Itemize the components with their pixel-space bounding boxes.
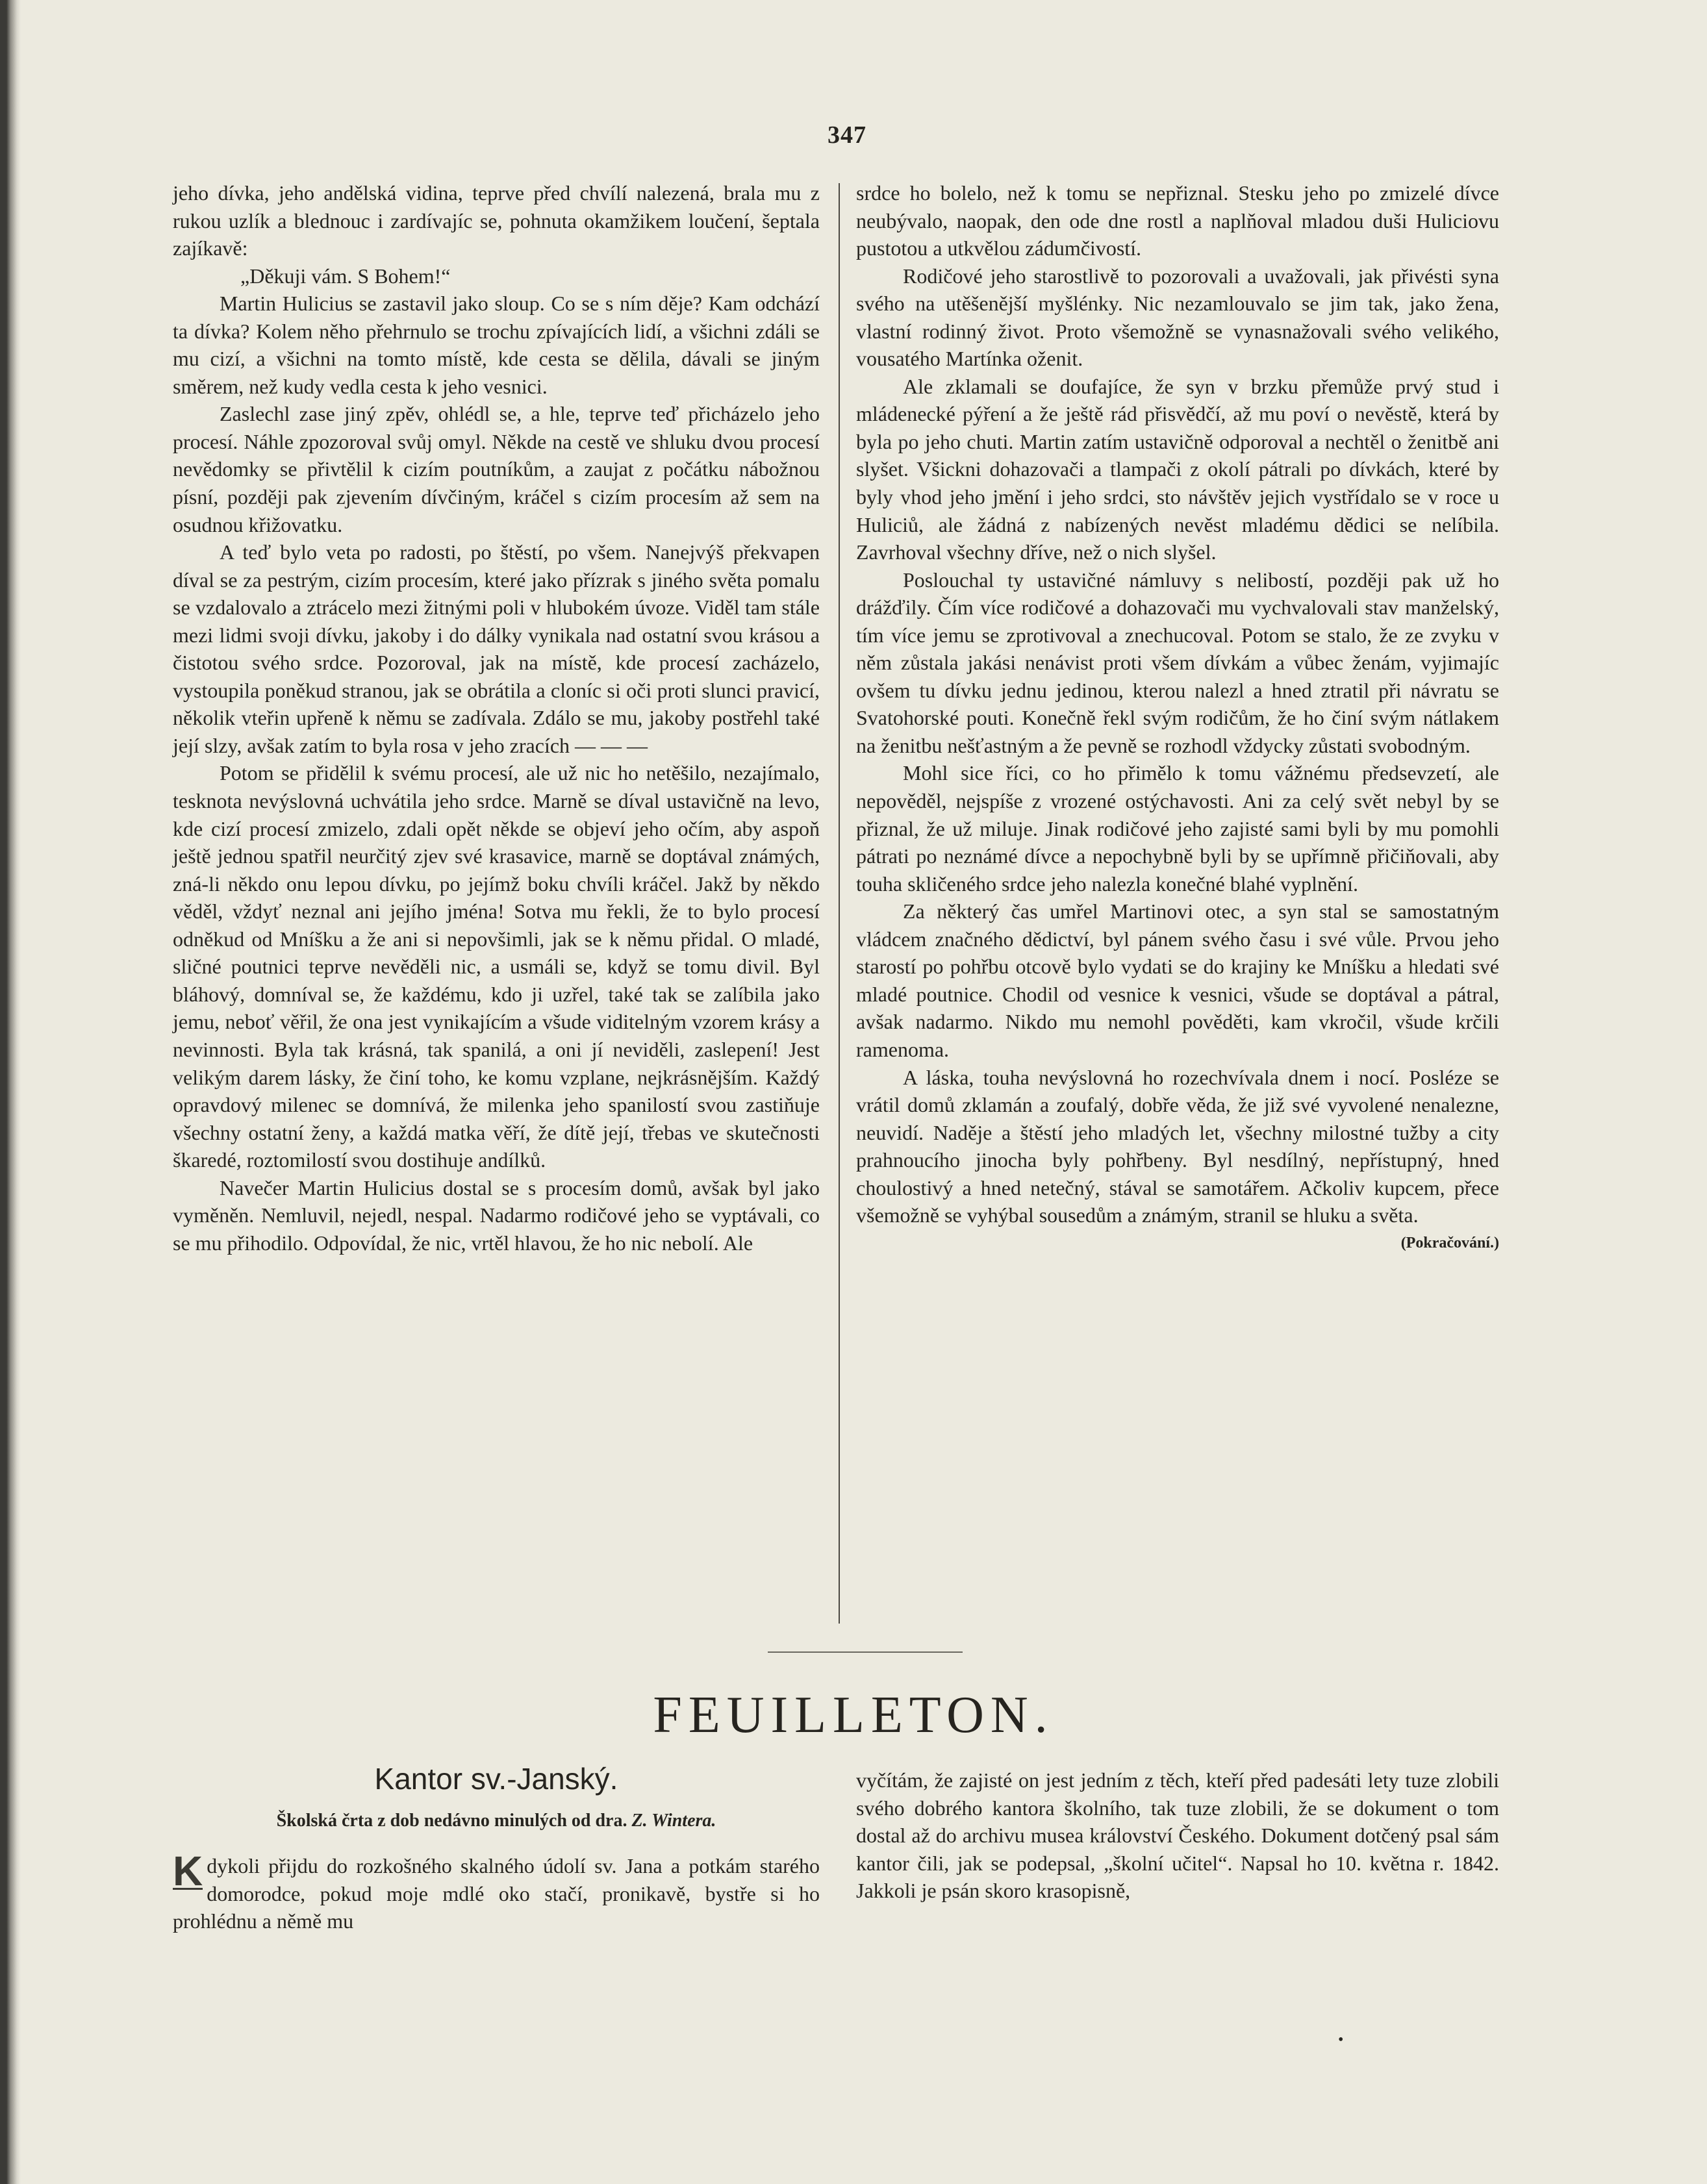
story-paragraph: jeho dívka, jeho andělská vidina, teprve před chvílí nalezená, brala mu z rukou uzlík a blednouc i zardívajíc se, pohnuta okamžikem loučení, šeptala zajíkavě: — [173, 181, 820, 260]
feuilleton-text: dykoli přijdu do rozkošného skalného údolí sv. Jana a potkám starého domorodce, pokud moje mdlé oko stačí, pronikavě, bystře si ho prohlédnu a němě mu — [173, 1854, 820, 1933]
story-column-left — [173, 179, 820, 1257]
story-column-right — [856, 179, 1499, 1254]
article-subtitle-text: Školská črta z dob nedávno minulých od dra. — [276, 1811, 627, 1831]
story-paragraph: Navečer Martin Hulicius dostal se s procesím domů, avšak byl jako vyměněn. Nemluvil, nejedl, nespal. Nadarmo rodičové jeho se vyptávali, co se mu přihodilo. Odpovídal, že nic, vrtěl hlavou, že ho nic nebolí. Ale — [173, 1175, 820, 1255]
feuilleton-column-left — [173, 1848, 820, 1935]
story-paragraph: Potom se přidělil k svému procesí, ale už nic ho netěšilo, nezajímalo, tesknota nevýslovná uchvátila jeho srdce. Marně se díval ustavičně na levo, kde cizí procesí zmizelo, zdali opět někde se objeví jeho očím, aby aspoň ještě jednou spatřil neurčitý zjev své krasavice, marně se doptával známých, zná-li někdo onu lepou dívku, po jejímž boku chvíli kráčel. Jakž by někdo věděl, vždyť neznal ani jejího jména! Sotva mu řekli, že to bylo procesí odněkud od Mníšku a že ani si nepovšimli, jak se k němu přidal. O mladé, sličné poutnici teprve nevěděli nic, a usmáli se, když se tomu divil. Byl bláhový, domníval se, že každému, kdo ji uzřel, také tak se zalíbila jako jemu, neboť věřil, že ona jest vynikajícím a všude viditelným vzorem krásy a nevinnosti. Byla tak krásná, tak spanilá, a oni jí neviděli, zaslepení! Jest velikým darem lásky, že činí toho, ke komu vzplane, nejkrásnějším. Každý opravdový milenec se domnívá, že milenka jeho spanilostí svou zastiňuje všechny ostatní ženy, a každá matka věří, že dítě její, třebas ve skutečnosti škaredé, roztomilostí svou dostihuje andílků. — [173, 761, 820, 1172]
story-paragraph: Poslouchal ty ustavičné námluvy s nelibostí, později pak už ho drážďily. Čím více rodičové a dohazovači mu vychvalovali stav manželský, tím více jemu se zprotivoval a znechucoval. Potom se stalo, že ze zvyku v něm zůstala jakási nenávist proti všem dívkám a vůbec ženám, vyjimajíc ovšem tu dívku jednu jedinou, kterou nalezl a hned ztratil při návratu se Svatohorské pouti. Konečně řekl svým rodičům, že ho činí svým nátlakem na ženitbu nešťastným a že pevně se rozhodl vždycky zůstati svobodným. — [856, 568, 1499, 757]
article-title: Kantor sv.-Janský. — [374, 1762, 618, 1796]
feuilleton-column-right — [856, 1766, 1499, 1905]
page-number: 347 — [828, 121, 866, 149]
printer-mark: • — [1338, 2031, 1344, 2048]
story-quote: „Děkuji vám. S Bohem!“ — [240, 264, 451, 288]
story-paragraph: Rodičové jeho starostlivě to pozorovali a uvažovali, jak přivésti syna svého na utěšenější myšlénky. Nic nezamlouvalo se jim tak, jako žena, vlastní rodinný život. Proto všemožně se vynasnažovali svého velikého, vousatého Martínka oženit. — [856, 264, 1499, 371]
story-paragraph: Ale zklamali se doufajíce, že syn v brzku přemůže prvý stud i mládenecké pýření a že ještě rád přisvědčí, až mu poví o nevěstě, která by byla po jeho chuti. Martin zatím ustavičně odporoval a nechtěl o ženitbě ani slyšet. Všickni dohazovači a tlampači z okolí pátrali po dívkách, které by byly vhod jeho jmění i jeho srdci, sto návštěv jejich vystřídalo se v roce u Huliciů, ale žádná z nabízených nevěst mladému dědici se nelíbila. Zavrhoval všechny dříve, než o nich slyšel. — [856, 374, 1499, 564]
story-paragraph: Zaslechl zase jiný zpěv, ohlédl se, a hle, teprve teď přicházelo jeho procesí. Náhle zpozoroval svůj omyl. Někde na cestě ve shluku dvou procesí nevědomky se přivtělil k cizím poutníkům, a zaujat z počátku nábožnou písní, později pak zjevením dívčiným, kráčel s cizím procesím až sem na osudnou křižovatku. — [173, 402, 820, 536]
story-paragraph: A teď bylo veta po radosti, po štěstí, po všem. Nanejvýš překvapen díval se za pestrým, cizím procesím, které jako přízrak s jiného světa pomalu se vzdalovalo a ztrácelo mezi žitnými poli v hlubokém úvoze. Viděl tam stále mezi lidmi svoji dívku, jakoby i do dálky vynikala nad ostatní svou krásou a čistotou svého srdce. Pozoroval, jak na místě, kde procesí zacházelo, vystoupila poněkud stranou, jak se obrátila a cloníc si oči proti slunci pravicí, několik vteřin upřeně k němu se zadívala. Zdálo se mu, jakoby postřehl také její slzy, avšak zatím to byla rosa v jeho zracích — — — — [173, 540, 820, 757]
feuilleton-paragraph — [173, 1848, 820, 1935]
article-author: Z. Wintera. — [631, 1811, 716, 1831]
column-divider — [839, 183, 840, 1624]
page-binding-edge — [0, 0, 21, 2184]
article-subtitle — [173, 1811, 820, 1831]
story-paragraph: Martin Hulicius se zastavil jako sloup. Co se s ním děje? Kam odchází ta dívka? Kolem něho přehrnulo se trochu zpívajících lidí, a všichni zdáli se mu cizí, a všichni na tomto místě, kde cesta se dělila, dávali se jiným směrem, než kudy vedla cesta k jeho vesnici. — [173, 292, 820, 398]
continued-note: (Pokračování.) — [1400, 1234, 1499, 1251]
story-paragraph: srdce ho bolelo, než k tomu se nepřiznal. Stesku jeho po zmizelé dívce neubývalo, naopak, den ode dne rostl a naplňoval mladou duši Huliciovu pustotou a utkvělou zádumčivostí. — [856, 181, 1499, 260]
story-paragraph: Za některý čas umřel Martinovi otec, a syn stal se samostatným vládcem značného dědictví, byl pánem svého času i své vůle. Prvou jeho starostí po pohřbu otcově bylo vydati se do krajiny ke Mníšku a hledati své mladé poutnice. Chodil od vesnice k vesnici, všude se doptával a pátral, avšak nadarmo. Nikdo mu nemohl pověděti, kam vkročil, všude krčili ramenoma. — [856, 899, 1499, 1061]
story-paragraph: Mohl sice říci, co ho přimělo k tomu vážnému předsevzetí, ale nepověděl, nejspíše z vrozené ostýchavosti. Ani za celý svět nebyl by se přiznal, že už miluje. Jinak rodičové jeho zajisté sami byli by mu pomohli pátrati po neznámé dívce a nepochybně byli by se upřímně přičiňovali, aby touha skličeného srdce jeho nalezla konečné blahé vyplnění. — [856, 761, 1499, 896]
drop-cap: K — [173, 1848, 203, 1894]
section-rule — [768, 1651, 963, 1653]
feuilleton-paragraph: vyčítám, že zajisté on jest jedním z těch, kteří před padesáti lety tuze zlobili svého dobrého kantora školního, tak tuze zlobili, že se dokument o tom dostal až do archivu musea království Českého. Dokument dotčený psal sám kantor čili, jak se podepsal, „školní učitel“. Napsal ho 10. května r. 1842. Jakkoli je psán skoro krasopisně, — [856, 1768, 1499, 1903]
feuilleton-heading: FEUILLETON. — [653, 1687, 1054, 1744]
story-paragraph: A láska, touha nevýslovná ho rozechvívala dnem i nocí. Posléze se vrátil domů zklamán a zoufalý, dobře věda, že již své vyvolené nenalezne, neuvidí. Naděje a štěstí jeho mladých let, všechny milostné tužby a city prahnoucího jinocha byly pohřbeny. Byl nesdílný, nepřístupný, hned choulostivý a hned netečný, stával se samotářem. Ačkoliv kupcem, přece všemožně se vyhýbal sousedům a známým, stranil se hluku a světa. — [856, 1065, 1499, 1227]
